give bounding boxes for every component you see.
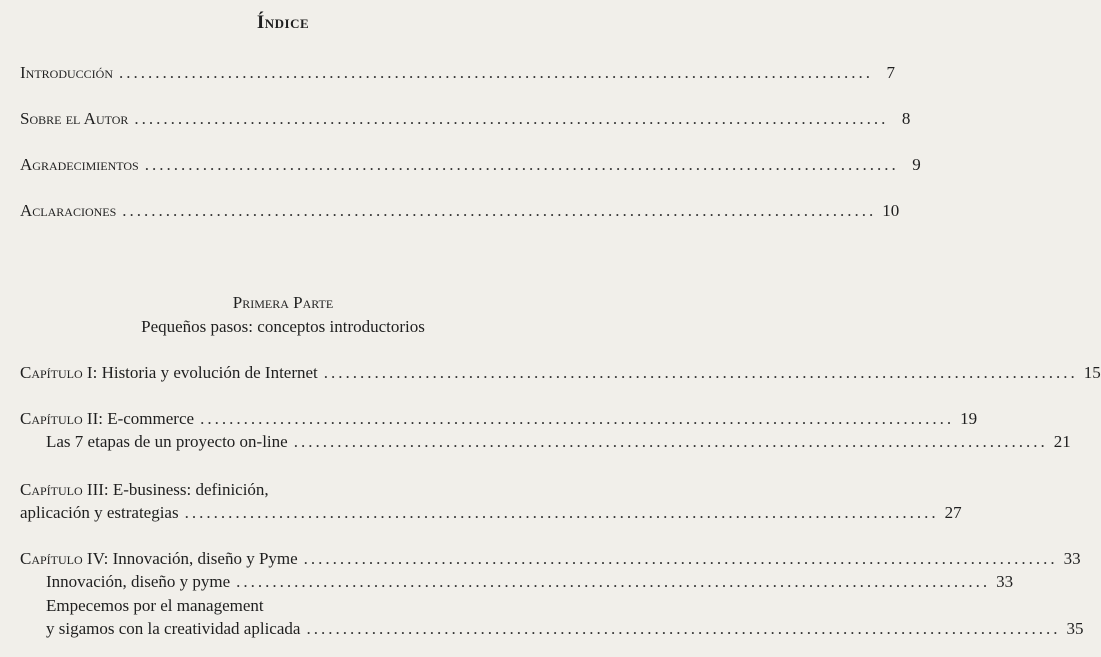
toc-page-number: 21 xyxy=(1053,432,1071,451)
toc-entry-introduccion[interactable] xyxy=(20,62,895,84)
chapter-title: Innovación, diseño y Pyme xyxy=(112,549,298,568)
toc-page-number: 35 xyxy=(1066,619,1084,638)
chapter-prefix: Capítulo I: xyxy=(20,363,98,382)
chapter-prefix: Capítulo III: xyxy=(20,480,109,499)
chapter-title: E-commerce xyxy=(107,409,195,428)
toc-page-number: 27 xyxy=(944,503,962,522)
leader-dots: ........................................................................................................ xyxy=(119,63,873,82)
leader-dots: ........................................................................................................ xyxy=(293,432,1048,451)
toc-page-number: 19 xyxy=(960,409,978,428)
leader-dots: ........................................................................................................ xyxy=(200,409,955,428)
toc-page-number: 10 xyxy=(882,201,900,220)
toc-page-number: 7 xyxy=(886,63,895,82)
part-title: Primera Parte xyxy=(232,293,334,312)
leader-dots: ........................................................................................................ xyxy=(323,363,1078,382)
chapter-prefix: Capítulo II: xyxy=(20,409,103,428)
toc-entry-agradecimientos[interactable] xyxy=(20,154,921,176)
toc-page-number: 8 xyxy=(901,109,911,128)
page-title: Índice xyxy=(256,12,310,33)
chapter-prefix: Capítulo IV: xyxy=(20,549,109,568)
toc-entry-capitulo-3-line1[interactable] xyxy=(20,479,269,501)
leader-dots: ........................................................................................................ xyxy=(306,619,1061,638)
toc-entry-aclaraciones[interactable] xyxy=(20,200,900,222)
toc-subentry[interactable] xyxy=(46,571,1014,593)
toc-entry-label: Aclaraciones xyxy=(20,201,117,220)
leader-dots: ........................................................................................................ xyxy=(134,109,889,128)
part-subtitle: Pequeños pasos: conceptos introductorios xyxy=(141,317,425,336)
toc-entry-label: Introducción xyxy=(20,63,113,82)
chapter-title: E-business: definición, xyxy=(112,480,269,499)
toc-subentry-label-line2: y sigamos con la creatividad aplicada xyxy=(46,619,301,638)
toc-page-number: 15 xyxy=(1083,363,1101,382)
leader-dots: ........................................................................................................ xyxy=(236,572,991,591)
toc-page-number: 9 xyxy=(912,155,921,174)
toc-entry-label: Agradecimientos xyxy=(20,155,139,174)
toc-entry-label xyxy=(20,362,318,384)
leader-dots: ........................................................................................................ xyxy=(122,201,877,220)
toc-subentry[interactable] xyxy=(46,431,1071,453)
leader-dots: ........................................................................................................ xyxy=(184,503,939,522)
toc-subentry-label: Las 7 etapas de un proyecto on-line xyxy=(46,432,288,451)
toc-entry-sobre-el-autor[interactable] xyxy=(20,108,911,130)
toc-entry-capitulo-1[interactable] xyxy=(20,362,1101,384)
toc-entry-label xyxy=(20,548,298,570)
toc-subentry[interactable] xyxy=(46,618,1084,640)
leader-dots: ........................................................................................................ xyxy=(144,155,899,174)
toc-page-number: 33 xyxy=(996,572,1014,591)
toc-page-number: 33 xyxy=(1063,549,1081,568)
toc-entry-label: Sobre el Autor xyxy=(20,109,129,128)
toc-entry-capitulo-4[interactable] xyxy=(20,548,1081,570)
toc-entry-label xyxy=(20,408,194,430)
toc-entry-capitulo-3[interactable] xyxy=(20,502,962,524)
toc-subentry-line1[interactable] xyxy=(46,595,264,617)
leader-dots: ........................................................................................................ xyxy=(303,549,1058,568)
toc-subentry-label: Empecemos por el management xyxy=(46,596,264,615)
chapter-title: Historia y evolución de Internet xyxy=(101,363,318,382)
toc-entry-capitulo-2[interactable] xyxy=(20,408,978,430)
toc-subentry-label: Innovación, diseño y pyme xyxy=(46,572,231,591)
chapter-title-line2: aplicación y estrategias xyxy=(20,503,179,522)
